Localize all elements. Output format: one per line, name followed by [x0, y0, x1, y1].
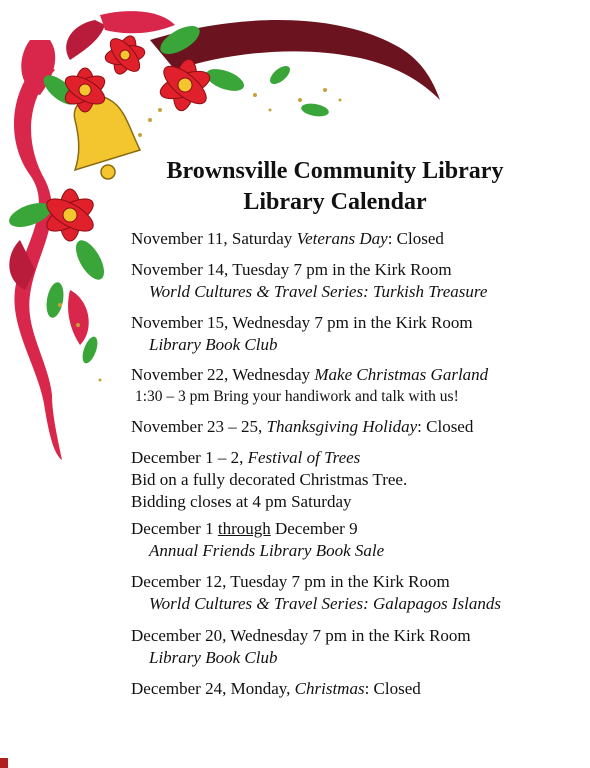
page-subtitle: Library Calendar	[243, 189, 427, 215]
calendar-event: December 20, Wednesday 7 pm in the Kirk Room Library Book Club	[131, 626, 471, 667]
calendar-event: November 14, Tuesday 7 pm in the Kirk Room World Cultures & Travel Series: Turkish Treasure	[131, 260, 488, 301]
calendar-event: December 1 through December 9 Annual Friends Library Book Sale	[131, 519, 385, 560]
corner-mark	[0, 758, 8, 768]
calendar-event: November 22, Wednesday Make Christmas Garland 1:30 – 3 pm Bring your handiwork and talk with us!	[131, 365, 489, 405]
calendar-event: November 15, Wednesday 7 pm in the Kirk Room Library Book Club	[131, 313, 473, 354]
calendar-event: December 1 – 2, Festival of Trees Bid on a fully decorated Christmas Tree. Bidding closes at 4 pm Saturday	[131, 448, 408, 511]
calendar-event: November 23 – 25, Thanksgiving Holiday: Closed	[131, 417, 474, 436]
calendar-event: December 24, Monday, Christmas: Closed	[131, 679, 421, 698]
page-title: Brownsville Community Library	[166, 158, 504, 184]
calendar-event: November 11, Saturday Veterans Day: Closed	[131, 229, 444, 248]
calendar-event: December 12, Tuesday 7 pm in the Kirk Room World Cultures & Travel Series: Galapagos Islands	[131, 572, 501, 613]
